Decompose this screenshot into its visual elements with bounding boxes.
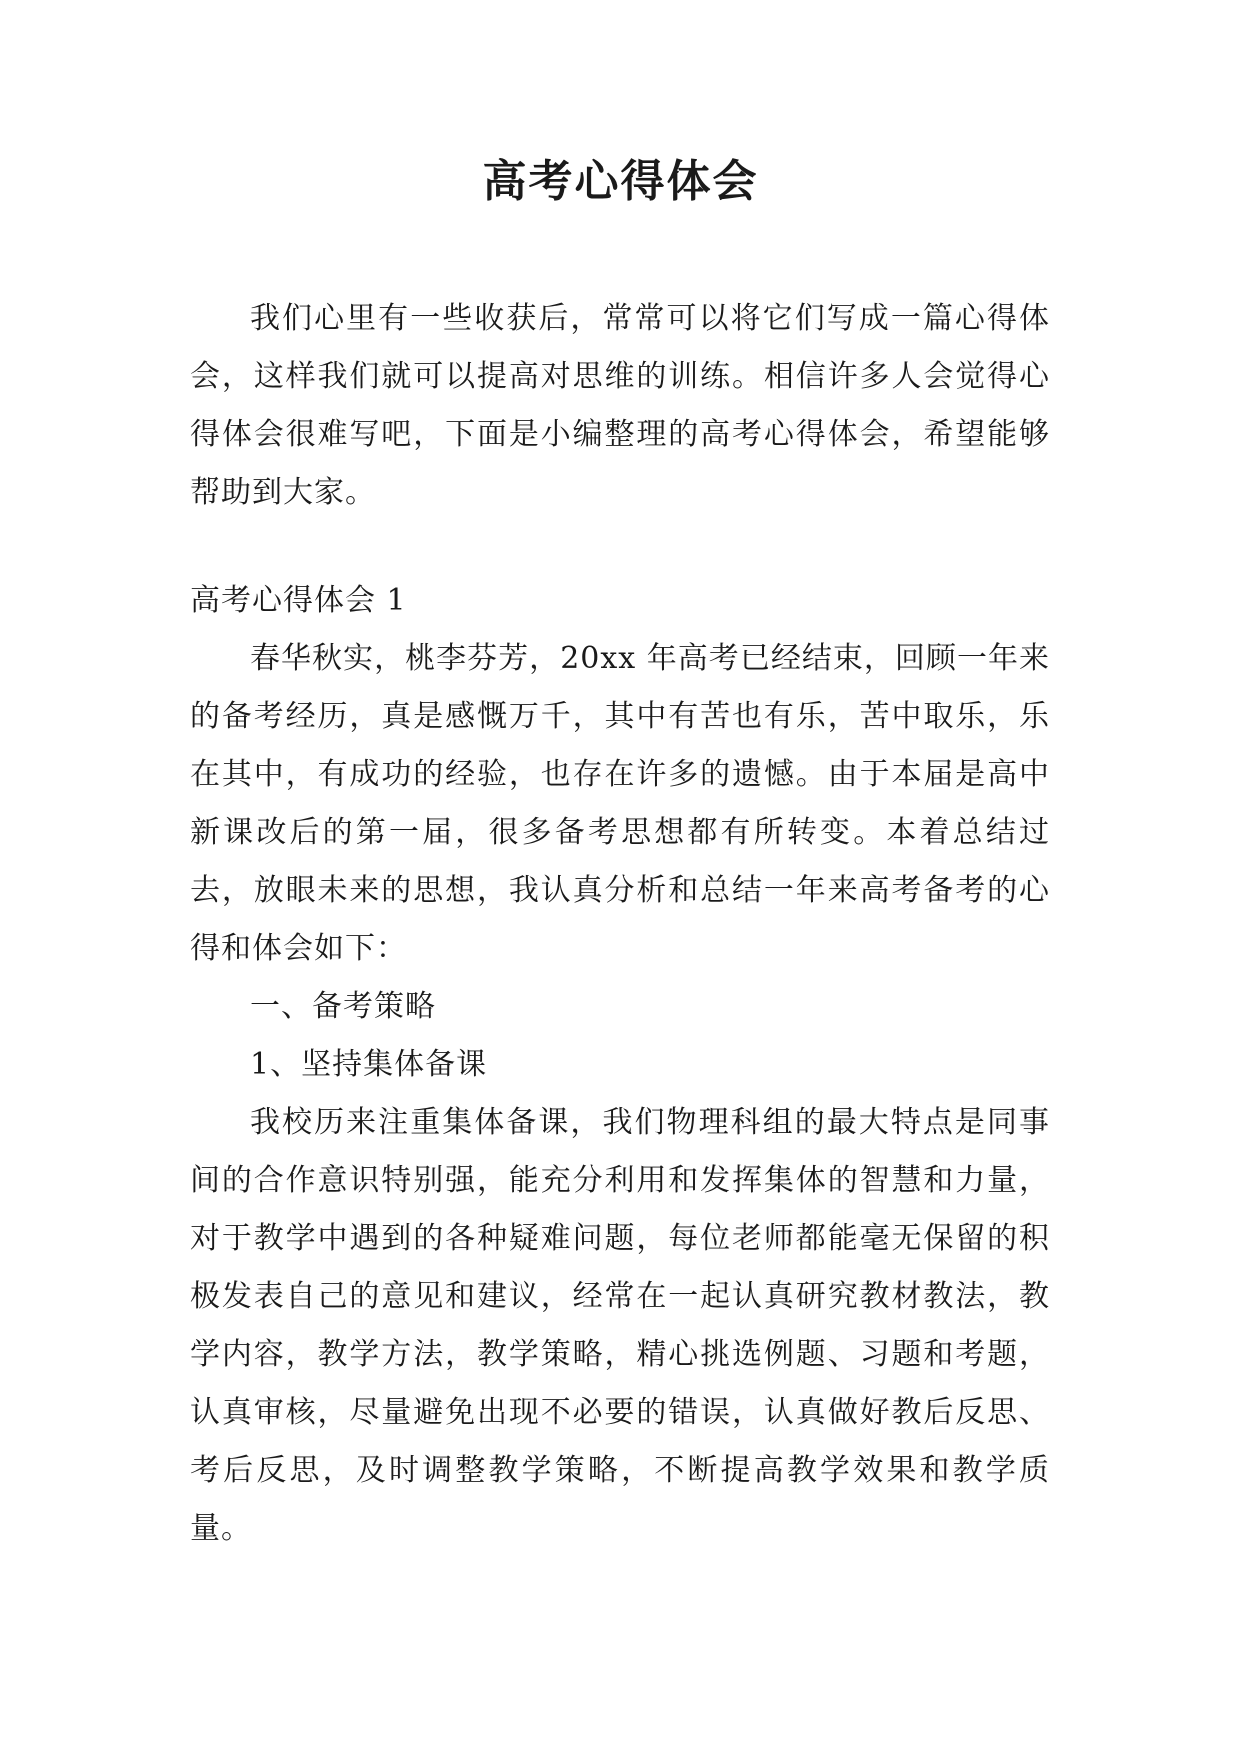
subheading-strategy: 一、备考策略	[250, 989, 436, 1024]
document-title: 高考心得体会	[482, 156, 759, 207]
section-paragraph-2: 我校历来注重集体备课，我们物理科组的最大特点是同事间的合作意识特别强，能充分利用和发挥集体的智慧和力量，对于教学中遇到的各种疑难问题，每位老师都能毫无保留的积极发表自己的意见和建议，经常在一起认真研究教材教法，教学内容，教学方法，教学策略，精心挑选例题、习题和考题，认真审核，尽量避免出现不必要的错误，认真做好教后反思、考后反思，及时调整教学策略，不断提高教学效果和教学质量。	[190, 1105, 1050, 1546]
section-spacer	[190, 522, 1050, 572]
document-body	[190, 290, 1050, 1558]
subheading-collective-prep: 1、坚持集体备课	[250, 1047, 488, 1082]
section-heading: 高考心得体会 1	[190, 583, 407, 618]
intro-paragraph: 我们心里有一些收获后，常常可以将它们写成一篇心得体会，这样我们就可以提高对思维的训练。相信许多人会觉得心得体会很难写吧，下面是小编整理的高考心得体会，希望能够帮助到大家。	[190, 301, 1050, 510]
section-paragraph-1: 春华秋实，桃李芬芳，20xx 年高考已经结束，回顾一年来的备考经历，真是感慨万千，其中有苦也有乐，苦中取乐，乐在其中，有成功的经验，也存在许多的遗憾。由于本届是高中新课改后的第一届，很多备考思想都有所转变。本着总结过去，放眼未来的思想，我认真分析和总结一年来高考备考的心得和体会如下：	[190, 641, 1050, 966]
